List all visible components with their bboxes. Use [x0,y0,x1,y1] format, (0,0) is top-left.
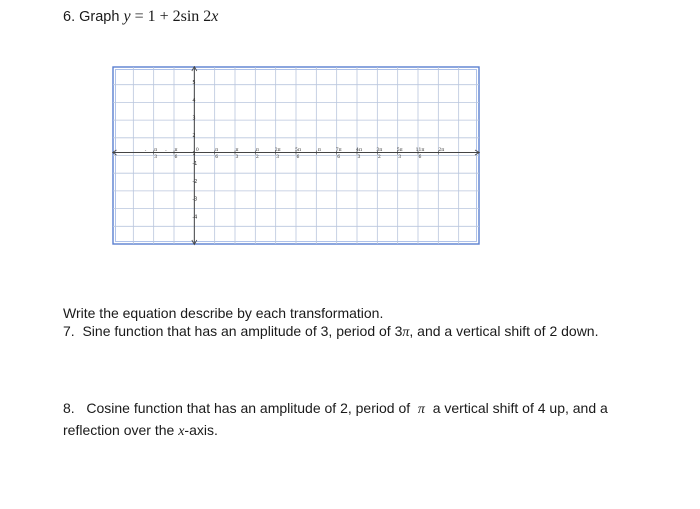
x-tick-denominator: 6 [174,155,178,160]
y-tick-label: 4 [192,97,196,104]
y-tick-label: 1 [192,150,196,157]
x-tick-numerator: π [215,148,219,153]
question-6-prefix: 6. Graph [63,9,124,25]
x-tick-denominator: 6 [418,155,422,160]
x-tick-fraction [416,147,425,160]
x-axis-labels [145,147,445,160]
x-tick-numerator: π [154,148,158,153]
x-tick-numerator: 11π [415,148,425,153]
x-tick-denominator: 6 [215,155,219,160]
x-tick-numerator: π [235,148,239,153]
x-tick-numerator: 2π [274,148,281,153]
x-tick-denominator: 2 [377,155,381,160]
y-tick-label: -3 [192,196,198,203]
x-tick-numerator: 7π [335,148,342,153]
x-tick-numerator: 5π [295,148,301,153]
x-tick-label: π [317,148,321,153]
x-tick-denominator: 3 [235,155,239,160]
x-tick-numerator: 4π [356,148,362,153]
question-7-text: Sine function that has an amplitude of 3, period of 3 [82,323,403,339]
x-tick-denominator: 3 [154,155,158,160]
y-tick-label: 2 [192,133,196,140]
coordinate-grid [112,66,480,246]
y-tick-label: 5 [192,80,196,87]
x-tick-denominator: 3 [357,155,361,160]
x-tick-label: 2π [438,148,445,153]
y-tick-label: -2 [192,178,198,185]
x-tick-denominator: 6 [337,155,341,160]
x-tick-label: 0 [195,148,199,153]
question-8: 8. Cosine function that has an amplitude of 2, period of π a vertical shift of 4 up, and a reflection over the x-axis. [63,400,608,439]
y-tick-label: -4 [192,214,198,221]
x-tick-numerator: 3π [376,148,383,153]
x-tick-numerator: 5π [396,148,403,153]
question-6 [63,8,218,26]
question-8-number: 8. [63,400,75,416]
x-tick-denominator: 3 [276,155,280,160]
question-7: 7. Sine function that has an amplitude of 3, period of 3π, and a vertical shift of 2 down. [63,323,599,340]
x-minus-sign: - [144,149,147,154]
question-8-text: Cosine function that has an amplitude of 2, period of [86,400,411,416]
x-tick-denominator: 3 [398,155,402,160]
x-tick-denominator: 2 [255,155,259,160]
question-7-number: 7. [63,323,75,339]
equation: y = 1 + 2sin 2x [123,8,219,25]
x-tick-numerator: π [255,148,259,153]
x-tick-denominator: 6 [296,155,300,160]
instructions: Write the equation describe by each transformation. [63,305,384,321]
x-tick-numerator: π [174,148,178,153]
x-minus-sign: - [165,149,167,154]
y-tick-label: -1 [192,161,198,168]
y-tick-label: 3 [192,115,196,122]
